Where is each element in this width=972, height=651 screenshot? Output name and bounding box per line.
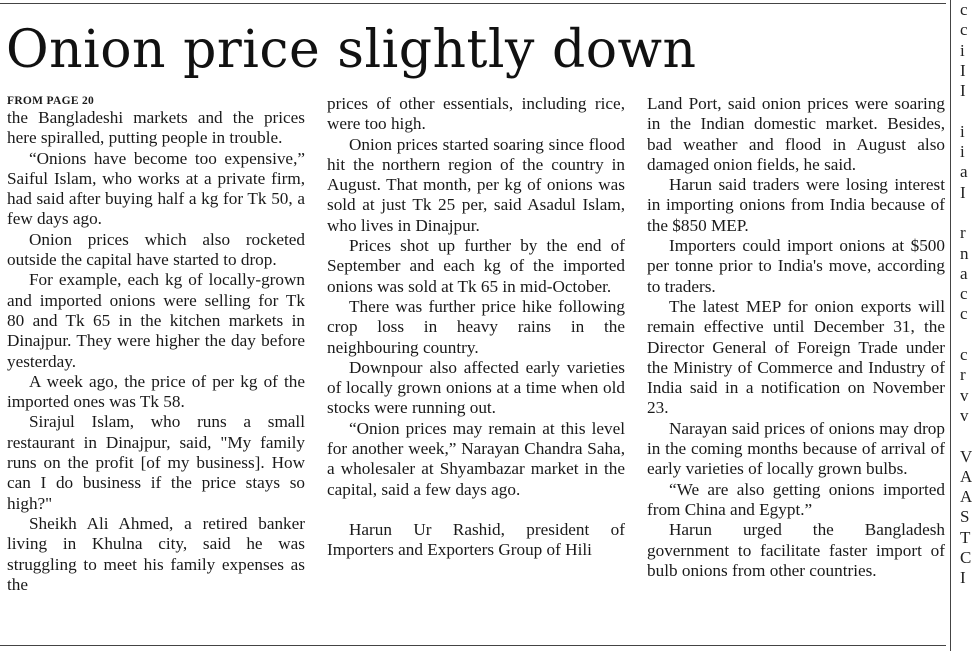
paragraph: prices of other essentials, including rice, were too high. xyxy=(327,94,625,134)
adjacent-fragment-letter xyxy=(960,426,972,446)
adjacent-fragment-letter: c xyxy=(960,284,968,304)
paragraph: Downpour also affected early varieties of locally grown onions at a time when old stocks were running out. xyxy=(327,357,625,418)
adjacent-fragment-letter: A xyxy=(960,487,972,507)
article-column-3 xyxy=(647,94,945,581)
adjacent-fragment-letter: A xyxy=(960,466,972,486)
adjacent-fragment-letter: I xyxy=(960,81,966,101)
adjacent-fragment-letter: I xyxy=(960,568,966,588)
paragraph: “We are also getting onions imported from China and Egypt.” xyxy=(647,479,945,519)
paragraph: “Onions have become too expensive,” Saiful Islam, who works at a private firm, had said after buying half a kg for Tk 50, a few days ago. xyxy=(7,148,305,229)
adjacent-fragment-letter: c xyxy=(960,0,968,19)
column-divider-rule xyxy=(950,0,951,651)
adjacent-fragment-letter: i xyxy=(960,142,965,162)
adjacent-fragment-letter xyxy=(960,325,972,345)
adjacent-fragment-letter: i xyxy=(960,40,965,60)
paragraph: There was further price hike following crop loss in heavy rains in the neighbouring country. xyxy=(327,296,625,357)
adjacent-fragment-letter: a xyxy=(960,263,968,283)
adjacent-article-fragment xyxy=(960,0,972,651)
bottom-rule xyxy=(0,645,946,646)
paragraph: Importers could import onions at $500 per tonne prior to India's move, according to traders. xyxy=(647,236,945,296)
adjacent-fragment-letter: r xyxy=(960,365,966,385)
paragraph: A week ago, the price of per kg of the imported ones was Tk 58. xyxy=(7,371,305,412)
adjacent-fragment-letter: a xyxy=(960,162,968,182)
continuation-kicker: FROM PAGE 20 xyxy=(7,95,95,107)
headline: Onion price slightly down xyxy=(6,20,697,80)
adjacent-fragment-letter: c xyxy=(960,20,968,40)
article-column-1 xyxy=(7,94,305,595)
paragraph: The latest MEP for onion exports will remain effective until December 31, the Director General of Foreign Trade under the Ministry of Commerce and Industry of India said in a notification on November 23. xyxy=(647,296,945,418)
adjacent-fragment-letter: v xyxy=(960,405,969,425)
paragraph: “Onion prices may remain at this level for another week,” Narayan Chandra Saha, a wholesaler at Shyambazar market in the capital, said a few days ago. xyxy=(327,418,625,499)
adjacent-fragment-letter: c xyxy=(960,345,968,365)
adjacent-fragment-letter: i xyxy=(960,121,965,141)
adjacent-fragment-letter xyxy=(960,203,972,223)
paragraph: For example, each kg of locally-grown and imported onions were selling for Tk 80 and Tk 65 in the kitchen markets in Dinajpur. They were higher the day before yesterday. xyxy=(7,270,305,371)
adjacent-fragment-letter: c xyxy=(960,304,968,324)
paragraph: Harun urged the Bangladesh government to facilitate faster import of bulb onions from other countries. xyxy=(647,520,945,580)
adjacent-fragment-letter: V xyxy=(960,446,972,466)
adjacent-fragment-letter: T xyxy=(960,527,971,547)
paragraph: Onion prices started soaring since flood hit the northern region of the country in August. That month, per kg of onions was sold at just Tk 25 per, said Asadul Islam, who lives in Dinajpur. xyxy=(327,134,625,235)
adjacent-fragment-letter: n xyxy=(960,243,969,263)
paragraph: Narayan said prices of onions may drop in the coming months because of arrival of early varieties of locally grown bulbs. xyxy=(647,418,945,479)
paragraph: Sheikh Ali Ahmed, a retired banker living in Khulna city, said he was struggling to meet his family expenses as the xyxy=(7,513,305,594)
paragraph: Onion prices which also rocketed outside the capital have started to drop. xyxy=(7,229,305,270)
paragraph: Harun said traders were losing interest in importing onions from India because of the $850 MEP. xyxy=(647,175,945,235)
paragraph: Land Port, said onion prices were soaring in the Indian domestic market. Besides, bad weather and flood in August also damaged onion fields, he said. xyxy=(647,94,945,174)
paragraph: the Bangladeshi markets and the prices here spiralled, putting people in trouble. xyxy=(7,108,305,148)
paragraph: Sirajul Islam, who runs a small restaurant in Dinajpur, said, "My family runs on the profit [of my business]. How can I do business if the price stays so high?" xyxy=(7,412,305,513)
adjacent-fragment-letter: S xyxy=(960,507,970,527)
adjacent-fragment-letter: r xyxy=(960,223,966,243)
adjacent-fragment-letter: I xyxy=(960,182,966,202)
adjacent-fragment-letter xyxy=(960,101,972,121)
adjacent-fragment-letter: v xyxy=(960,385,969,405)
adjacent-fragment-letter: I xyxy=(960,60,966,80)
adjacent-fragment-letter: C xyxy=(960,548,972,568)
article-column-2 xyxy=(327,94,625,561)
paragraph: Prices shot up further by the end of September and each kg of the imported onions was sold at Tk 65 in mid-October. xyxy=(327,236,625,296)
top-rule xyxy=(0,3,946,4)
paragraph: Harun Ur Rashid, president of Importers and Exporters Group of Hili xyxy=(327,519,625,560)
